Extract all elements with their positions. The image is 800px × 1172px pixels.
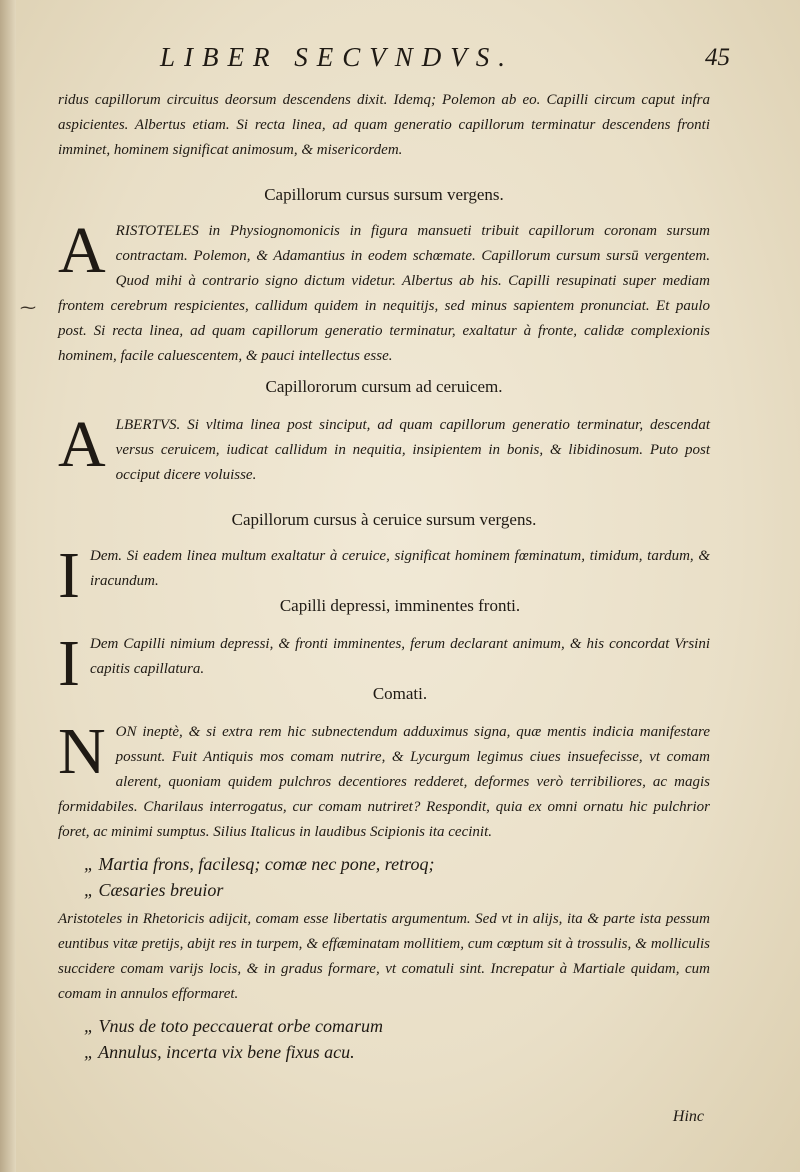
section-text: ON ineptè, & si extra rem hic subnectendum adduximus signa, quæ mentis indicia manifestare possunt. Fuit Antiquis mos comam nutrire, & Lycurgum legimus ciues insuefecisse, vt comam alerent, quoniam quidem pulchros decentiores redderet, deformes verò terribiliores, ac magis formidabiles. Charilaus interrogatus, cur comam nutriret? Respondit, quia ex omni ornatu hic pulchrior foret, ac minimi sumptus. Silius Italicus in laudibus Scipionis ita cecinit.: [58, 724, 710, 840]
verse-line: „ Cæsaries breuior: [84, 880, 224, 900]
verse-line: „ Martia frons, facilesq; comæ nec pone, retroq;: [84, 854, 435, 874]
section-heading: Comati.: [372, 684, 428, 703]
section-text: Dem Capilli nimium depressi, & fronti imminentes, ferum declarant animum, & his concordat Vrsini capitis capillatura.: [89, 636, 710, 677]
text-block: [58, 88, 710, 1065]
drop-cap: A: [58, 214, 106, 287]
section-heading: Capillororum cursum ad ceruicem.: [265, 377, 503, 396]
page-number: 45: [705, 44, 730, 71]
section-heading: Capillorum cursus sursum vergens.: [264, 185, 504, 204]
body-paragraph: Aristoteles in Rhetoricis adijcit, comam esse libertatis argumentum. Sed vt in alijs, ita & parte ista pessum euntibus vitæ pretijs, abijt res in turpem, & effæminatam mollitiem, cum cœptum sit à trossulis, & molliculis succidere comam varijs locis, & in gradus formare, vt comatuli sint. Increpatur à Martiale quidam, cum comam in annulos efformaret.: [58, 911, 710, 1002]
verse-line: „ Vnus de toto peccauerat orbe comarum: [84, 1016, 383, 1036]
section-body: [58, 408, 710, 488]
page-gutter: [0, 0, 16, 1172]
section-text: Dem. Si eadem linea multum exaltatur à ceruice, significat hominem fœminatum, timidum, tardum, & iracundum.: [89, 548, 710, 589]
drop-cap: I: [58, 627, 80, 700]
catchword: Hinc: [672, 1108, 704, 1125]
section-text: LBERTVS. Si vltima linea post sinciput, ad quam capillorum generatio terminatur, descendat versus ceruicem, iudicat callidum in nequitia, insipientem in bonis, & libidinosum. Puto post occiput dicere voluisse.: [115, 417, 710, 483]
section-heading: Capilli depressi, imminentes fronti.: [279, 596, 521, 615]
drop-cap: A: [58, 408, 106, 481]
verse-line: „ Annulus, incerta vix bene fixus acu.: [84, 1042, 355, 1062]
section-body: [58, 214, 710, 369]
section-text: RISTOTELES in Physiognomonicis in figura mansueti tribuit capillorum coronam sursum contractam. Polemon, & Adamantius in eodem schœmate. Capillorum cursum sursū vergentem. Quod mihi à contrario signo dictum videtur. Albertus ab his. Capilli resupinati super mediam frontem cerebrum respicientes, callidum quidem in nequitijs, sed minus sapientem pronunciat. Et paulo post. Si recta linea, ad quam capillorum generatio terminatur, exaltatur à fronte, calidæ complexionis hominem, facile caluescentem, & pauci intellectus esse.: [58, 223, 710, 364]
running-head: [60, 42, 770, 82]
running-title: LIBER SECVNDVS.: [160, 42, 514, 72]
margin-mark: ⁓: [20, 300, 36, 317]
drop-cap: N: [58, 715, 106, 788]
section-body: [58, 715, 710, 845]
section-heading: Capillorum cursus à ceruice sursum vergens.: [231, 510, 537, 529]
drop-cap: I: [58, 539, 80, 612]
intro-paragraph: ridus capillorum circuitus deorsum descendens dixit. Idemq; Polemon ab eo. Capilli circum caput infra aspicientes. Albertus etiam. Si recta linea, ad quam generatio capillorum terminatur descendens fronti imminet, hominem significat animosum, & misericordem.: [58, 92, 710, 158]
